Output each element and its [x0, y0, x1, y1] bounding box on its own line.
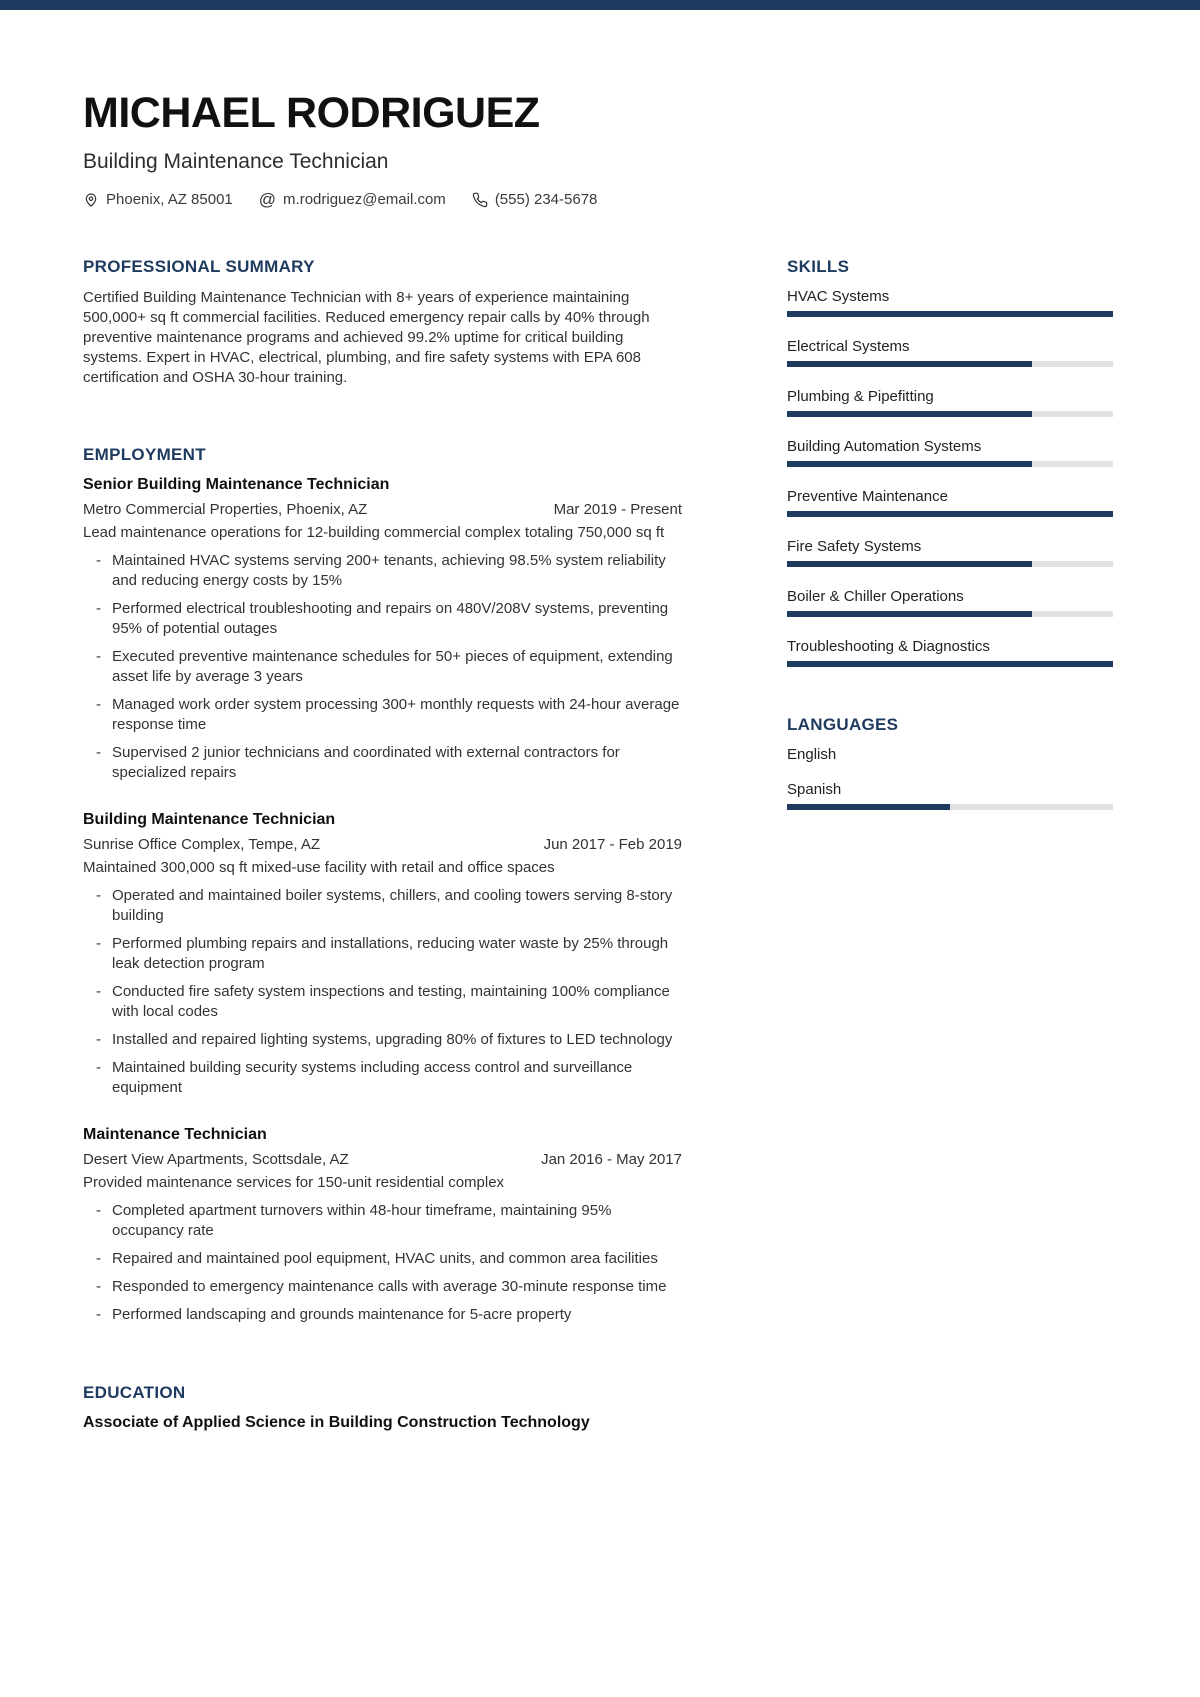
- bullet-dash: -: [96, 648, 101, 666]
- job-bullet: [83, 1058, 682, 1098]
- job-bullet: [83, 886, 682, 926]
- education-heading: EDUCATION: [83, 1383, 186, 1403]
- bullet-text: Maintained HVAC systems serving 200+ tenants, achieving 98.5% system reliability and reducing energy costs by 15%: [112, 552, 666, 590]
- person-title: Building Maintenance Technician: [83, 150, 389, 174]
- skill-bar-fill: [787, 361, 1032, 367]
- job-bullet: [83, 695, 682, 735]
- language-bar-fill: [787, 804, 950, 810]
- job-company: Sunrise Office Complex, Tempe, AZ: [83, 836, 321, 854]
- skill-item: [787, 288, 1113, 317]
- contact-row: [83, 191, 1113, 208]
- job-description: Lead maintenance operations for 12-building commercial complex totaling 750,000 sq ft: [83, 524, 665, 542]
- skill-item: [787, 338, 1113, 367]
- location-pin-icon: [83, 192, 99, 208]
- contact-email-text: m.rodriguez@email.com: [283, 191, 446, 209]
- summary-text: Certified Building Maintenance Technician with 8+ years of experience maintaining 500,000+ sq ft commercial facilities. Reduced emergency repair calls by 40% through preventive maintenance programs and achieved 99.2% uptime for critical building systems. Expert in HVAC, electrical, plumbing, and fire safety systems with EPA 608 certification and OSHA 30-hour training.: [83, 289, 650, 387]
- skill-label: Troubleshooting & Diagnostics: [787, 638, 990, 656]
- skill-item: [787, 588, 1113, 617]
- bullet-dash: -: [96, 1278, 101, 1296]
- bullet-dash: -: [96, 1250, 101, 1268]
- job-company: Metro Commercial Properties, Phoenix, AZ: [83, 501, 368, 519]
- job-entry: [83, 476, 682, 783]
- skill-bar-track: [787, 361, 1113, 367]
- contact-phone[interactable]: [472, 191, 598, 208]
- skill-label: Boiler & Chiller Operations: [787, 588, 964, 606]
- contact-phone-text: (555) 234-5678: [494, 191, 598, 209]
- section-languages: [787, 715, 1113, 810]
- skill-bar-fill: [787, 311, 1113, 317]
- skill-bar-track: [787, 411, 1113, 417]
- job-entry: [83, 811, 682, 1098]
- skill-bar-fill: [787, 411, 1032, 417]
- job-title: Building Maintenance Technician: [83, 811, 336, 829]
- bullet-dash: -: [96, 1031, 101, 1049]
- language-item: [787, 781, 1113, 810]
- skill-item: [787, 488, 1113, 517]
- language-bar-track: [787, 804, 1113, 810]
- bullet-text: Operated and maintained boiler systems, chillers, and cooling towers serving 8-story building: [112, 887, 673, 925]
- summary-heading: PROFESSIONAL SUMMARY: [83, 257, 315, 277]
- main-column: [83, 257, 682, 1432]
- skill-label: HVAC Systems: [787, 288, 890, 306]
- bullet-dash: -: [96, 935, 101, 953]
- bullet-dash: -: [96, 744, 101, 762]
- email-at-icon: @: [258, 190, 277, 210]
- bullet-text: Maintained building security systems including access control and surveillance equipment: [112, 1059, 633, 1097]
- skill-label: Building Automation Systems: [787, 438, 982, 456]
- skill-item: [787, 638, 1113, 667]
- job-bullet: [83, 934, 682, 974]
- section-professional-summary: [83, 257, 682, 388]
- job-bullet: [83, 982, 682, 1022]
- bullet-text: Performed electrical troubleshooting and repairs on 480V/208V systems, preventing 95% of potential outages: [112, 600, 669, 638]
- education-degree: Associate of Applied Science in Building Construction Technology: [83, 1414, 590, 1432]
- job-bullet: [83, 1201, 682, 1241]
- skill-bar-track: [787, 461, 1113, 467]
- job-bullet: [83, 1277, 682, 1297]
- job-bullet: [83, 1305, 682, 1325]
- bullet-dash: -: [96, 552, 101, 570]
- job-entry: [83, 1126, 682, 1325]
- section-employment: [83, 445, 682, 1325]
- skill-bar-track: [787, 611, 1113, 617]
- skill-bar-track: [787, 511, 1113, 517]
- person-name: MICHAEL RODRIGUEZ: [83, 89, 540, 137]
- skill-item: [787, 538, 1113, 567]
- section-education: [83, 1383, 682, 1432]
- contact-location: [83, 191, 233, 208]
- skill-bar-track: [787, 561, 1113, 567]
- job-bullet: [83, 743, 682, 783]
- employment-heading: EMPLOYMENT: [83, 445, 206, 465]
- bullet-text: Supervised 2 junior technicians and coordinated with external contractors for specialized repairs: [112, 744, 620, 782]
- skill-item: [787, 438, 1113, 467]
- bullet-dash: -: [96, 1306, 101, 1324]
- bullet-text: Performed plumbing repairs and installations, reducing water waste by 25% through leak detection program: [112, 935, 669, 973]
- job-bullet: [83, 599, 682, 639]
- language-item: [787, 746, 1113, 763]
- job-dates: Jun 2017 - Feb 2019: [543, 836, 682, 854]
- job-title: Senior Building Maintenance Technician: [83, 476, 390, 494]
- languages-heading: LANGUAGES: [787, 715, 899, 735]
- skill-label: Preventive Maintenance: [787, 488, 948, 506]
- skill-item: [787, 388, 1113, 417]
- bullet-text: Performed landscaping and grounds maintenance for 5-acre property: [112, 1306, 572, 1324]
- bullet-dash: -: [96, 696, 101, 714]
- skill-bar-track: [787, 311, 1113, 317]
- skill-bar-fill: [787, 611, 1032, 617]
- job-description: Provided maintenance services for 150-unit residential complex: [83, 1174, 505, 1192]
- job-dates: Jan 2016 - May 2017: [541, 1151, 682, 1169]
- bullet-text: Responded to emergency maintenance calls with average 30-minute response time: [112, 1278, 667, 1296]
- bullet-text: Completed apartment turnovers within 48-hour timeframe, maintaining 95% occupancy rate: [112, 1202, 612, 1240]
- bullet-text: Conducted fire safety system inspections and testing, maintaining 100% compliance with local codes: [112, 983, 670, 1021]
- job-title: Maintenance Technician: [83, 1126, 267, 1144]
- job-dates: Mar 2019 - Present: [553, 501, 682, 519]
- section-skills: [787, 257, 1113, 667]
- sidebar: [787, 257, 1113, 810]
- skill-bar-fill: [787, 561, 1032, 567]
- bullet-dash: -: [96, 1202, 101, 1220]
- job-bullet: [83, 1030, 682, 1050]
- bullet-dash: -: [96, 887, 101, 905]
- language-label: Spanish: [787, 781, 842, 799]
- contact-location-text: Phoenix, AZ 85001: [106, 191, 233, 209]
- skill-bar-fill: [787, 461, 1032, 467]
- bullet-dash: -: [96, 600, 101, 618]
- phone-icon: [472, 192, 488, 208]
- skill-label: Electrical Systems: [787, 338, 910, 356]
- skill-label: Plumbing & Pipefitting: [787, 388, 934, 406]
- bullet-dash: -: [96, 983, 101, 1001]
- resume-header: [83, 90, 1113, 208]
- resume-page: [0, 90, 1200, 1472]
- skill-bar-track: [787, 661, 1113, 667]
- bullet-dash: -: [96, 1059, 101, 1077]
- skill-label: Fire Safety Systems: [787, 538, 922, 556]
- skill-bar-fill: [787, 511, 1113, 517]
- job-bullet: [83, 647, 682, 687]
- job-company: Desert View Apartments, Scottsdale, AZ: [83, 1151, 349, 1169]
- job-bullet: [83, 1249, 682, 1269]
- bullet-text: Installed and repaired lighting systems, upgrading 80% of fixtures to LED technology: [112, 1031, 673, 1049]
- skills-heading: SKILLS: [787, 257, 850, 277]
- bullet-text: Repaired and maintained pool equipment, HVAC units, and common area facilities: [112, 1250, 658, 1268]
- skill-bar-fill: [787, 661, 1113, 667]
- contact-email[interactable]: [259, 191, 446, 208]
- job-description: Maintained 300,000 sq ft mixed-use facility with retail and office spaces: [83, 859, 555, 877]
- language-label: English: [787, 746, 837, 764]
- top-accent-bar: [0, 0, 1200, 10]
- bullet-text: Managed work order system processing 300+ monthly requests with 24-hour average response time: [112, 696, 680, 734]
- bullet-text: Executed preventive maintenance schedules for 50+ pieces of equipment, extending asset life by average 3 years: [112, 648, 673, 686]
- job-bullet: [83, 551, 682, 591]
